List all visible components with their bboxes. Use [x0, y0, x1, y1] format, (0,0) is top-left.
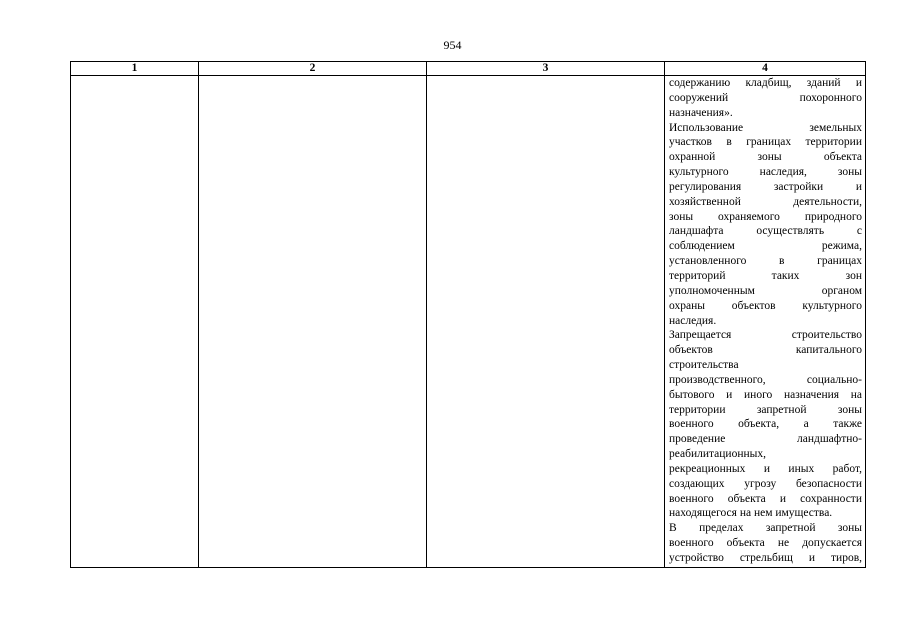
text-line: строительства [669, 359, 739, 372]
text-line: проведение ландшафтно- [669, 433, 862, 446]
text-line: сооружений похоронного [669, 91, 862, 104]
text-line: рекреационных и иных работ, [669, 462, 862, 475]
text-line: военного объекта не допускается [669, 537, 862, 550]
text-line: назначения». [669, 106, 733, 119]
text-line: устройство стрельбищ и тиров, [669, 552, 862, 564]
table-row [71, 76, 866, 568]
column-4-text [665, 76, 865, 566]
column-header-1: 1 [71, 62, 199, 76]
table-header-row [71, 62, 866, 76]
text-line: находящегося на нем имущества. [669, 507, 833, 520]
table-cell-col3 [427, 76, 665, 568]
text-line: хозяйственной деятельности, [669, 195, 862, 208]
text-line: военного объекта и сохранности [669, 492, 862, 505]
text-line: установленного в границах [669, 255, 862, 268]
text-line: Использование земельных [669, 121, 862, 134]
text-line: содержанию кладбищ, зданий и [669, 77, 862, 89]
page-number: 954 [443, 38, 462, 52]
text-line: территории запретной зоны [669, 403, 862, 416]
text-line: культурного наследия, зоны [669, 166, 862, 179]
document-table [70, 61, 866, 568]
text-line: охраны объектов культурного [669, 299, 862, 312]
table-cell-col4 [665, 76, 866, 568]
text-line: территорий таких зон [669, 269, 862, 282]
text-line: зоны охраняемого природного [669, 210, 862, 223]
column-header-3: 3 [427, 62, 665, 76]
table-cell-col1 [71, 76, 199, 568]
text-line: В пределах запретной зоны [669, 522, 862, 535]
text-line: охранной зоны объекта [669, 151, 862, 164]
column-header-4: 4 [665, 62, 866, 76]
text-line: участков в границах территории [669, 136, 862, 149]
text-line: производственного, социально- [669, 373, 862, 386]
text-line: уполномоченным органом [669, 284, 862, 297]
text-line: Запрещается строительство [669, 329, 862, 342]
text-line: военного объекта, а также [669, 418, 862, 431]
text-line: бытового и иного назначения на [669, 388, 862, 401]
column-header-2: 2 [199, 62, 427, 76]
text-line: реабилитационных, [669, 448, 766, 461]
text-line: соблюдением режима, [669, 240, 862, 253]
text-line: ландшафта осуществлять с [669, 225, 862, 238]
text-line: наследия. [669, 314, 717, 327]
text-line: объектов капитального [669, 344, 862, 357]
text-line: создающих угрозу безопасности [669, 477, 862, 490]
text-line: регулирования застройки и [669, 180, 862, 193]
table-cell-col2 [199, 76, 427, 568]
